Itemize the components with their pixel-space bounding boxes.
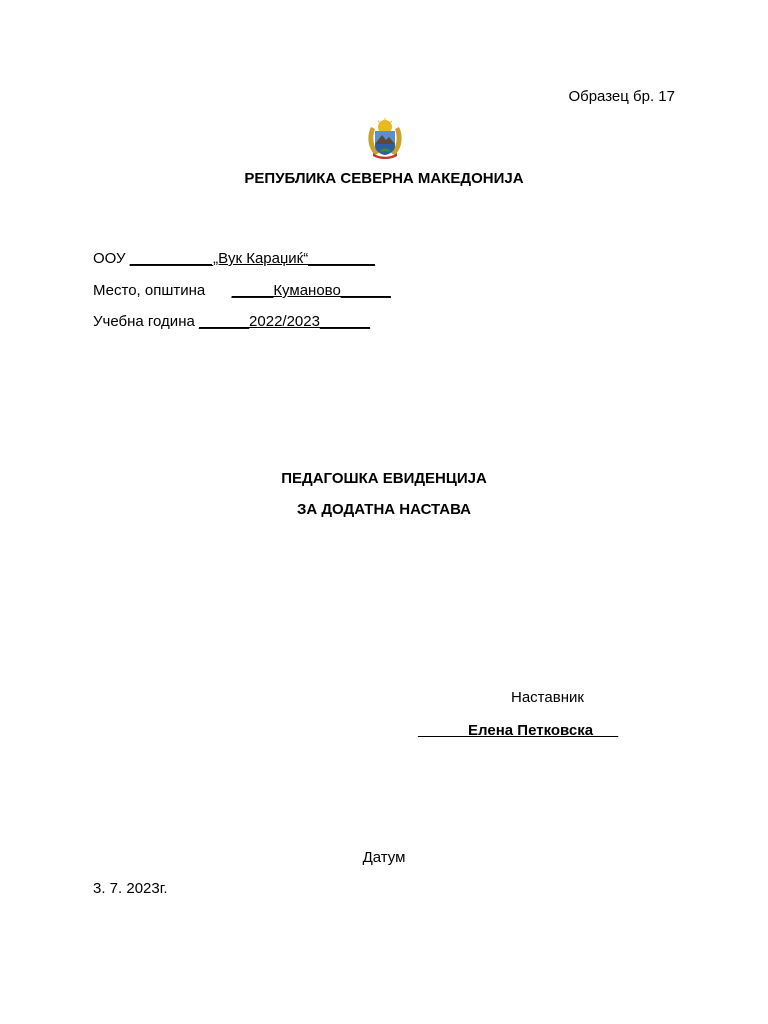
place-label: Место, општина <box>93 282 206 299</box>
state-title: РЕПУБЛИКА СЕВЕРНА МАКЕДОНИЈА <box>244 170 524 187</box>
school-label: ООУ <box>93 250 126 267</box>
teacher-label: Наставник <box>511 689 584 706</box>
teacher-name: ______Елена Петковска___ <box>418 722 619 739</box>
coat-of-arms-icon <box>365 117 405 161</box>
school-row <box>93 251 375 266</box>
document-title-line-1: ПЕДАГОШКА ЕВИДЕНЦИЈА <box>281 470 487 487</box>
year-label: Учебна година <box>93 313 195 330</box>
year-row <box>93 314 370 329</box>
year-value: ______2022/2023______ <box>199 313 371 330</box>
document-title-line-2: ЗА ДОДАТНА НАСТАВА <box>296 501 472 518</box>
school-value: __________„Вук Караџиќ“________ <box>129 250 375 267</box>
place-value: _____Куманово______ <box>231 282 391 299</box>
place-row <box>93 283 391 298</box>
date-value: 3. 7. 2023г. <box>93 880 168 897</box>
form-number: Образец бр. 17 <box>568 88 675 105</box>
date-label: Датум <box>362 849 406 866</box>
